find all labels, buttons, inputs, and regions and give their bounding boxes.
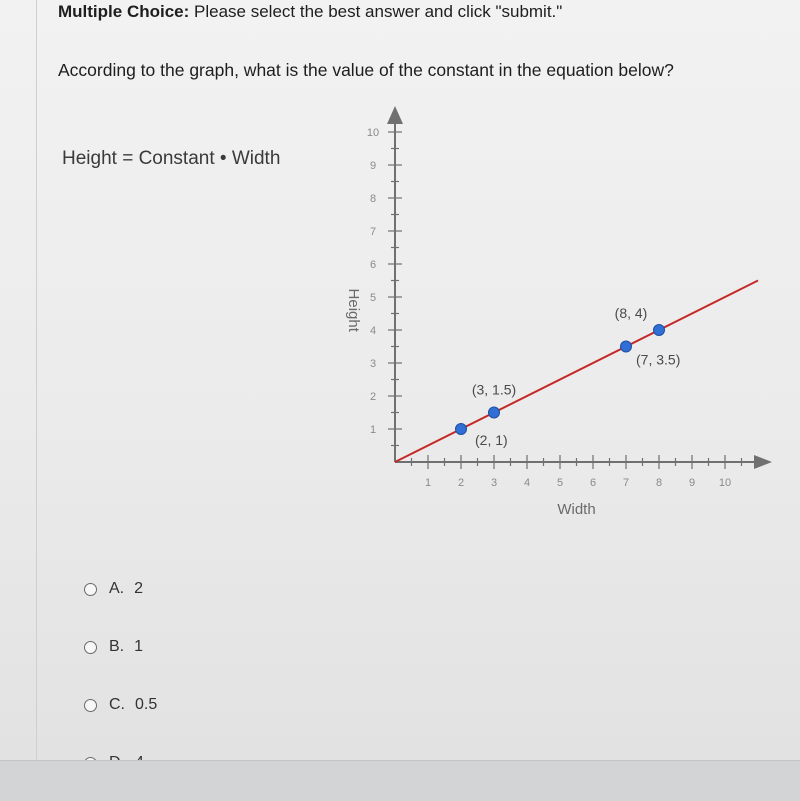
data-point <box>654 325 665 336</box>
x-tick-label: 8 <box>655 477 663 489</box>
choice-value: 2 <box>134 580 144 597</box>
question-text: According to the graph, what is the value of the constant in the equation below? <box>58 60 674 80</box>
trend-line <box>395 281 758 463</box>
point-label: (8, 4) <box>614 305 648 321</box>
answer-choices <box>84 560 157 792</box>
choice-b[interactable] <box>84 618 157 676</box>
instruction <box>58 2 562 22</box>
radio-button[interactable] <box>84 583 97 596</box>
point-label: (7, 3.5) <box>636 351 681 368</box>
y-tick-label: 1 <box>369 424 377 436</box>
x-tick-label: 10 <box>718 477 732 489</box>
data-point <box>621 341 632 352</box>
y-tick-label: 6 <box>369 259 377 271</box>
instruction-label: Multiple Choice: <box>58 2 190 21</box>
x-tick-label: 9 <box>688 477 696 489</box>
choice-a[interactable] <box>84 560 157 618</box>
y-tick-label: 9 <box>369 160 377 172</box>
y-tick-label: 2 <box>369 391 377 403</box>
instruction-text: Please select the best answer and click "submit." <box>194 2 563 21</box>
equation: Height = Constant • Width <box>62 148 281 169</box>
x-tick-label: 2 <box>457 477 465 489</box>
y-tick-label: 10 <box>366 127 380 139</box>
y-tick-label: 3 <box>369 358 377 370</box>
x-tick-label: 3 <box>490 477 498 489</box>
y-tick-label: 7 <box>369 226 377 238</box>
footer-bar <box>0 760 800 801</box>
choice-c[interactable] <box>84 676 157 734</box>
x-axis-arrow <box>754 455 772 469</box>
choice-letter: A. <box>109 580 125 597</box>
divider <box>36 0 37 760</box>
y-tick-label: 8 <box>369 193 377 205</box>
x-axis-label: Width <box>557 501 596 518</box>
x-tick-label: 6 <box>589 477 597 489</box>
y-tick-label: 5 <box>369 292 377 304</box>
x-tick-label: 7 <box>622 477 630 489</box>
data-point <box>456 424 467 435</box>
point-label: (2, 1) <box>475 432 508 448</box>
choice-value: 0.5 <box>135 696 158 713</box>
x-tick-label: 4 <box>523 477 531 489</box>
x-tick-label: 1 <box>424 477 432 489</box>
y-tick-label: 4 <box>369 325 377 337</box>
graph <box>330 96 780 526</box>
choice-letter: C. <box>109 696 125 713</box>
radio-button[interactable] <box>84 699 97 712</box>
x-tick-label: 5 <box>556 477 564 489</box>
choice-value: 1 <box>134 638 144 655</box>
point-label: (3, 1.5) <box>471 381 517 398</box>
choice-letter: B. <box>109 638 125 655</box>
data-point <box>489 407 500 418</box>
radio-button[interactable] <box>84 641 97 654</box>
y-axis-label: Height <box>345 288 362 332</box>
